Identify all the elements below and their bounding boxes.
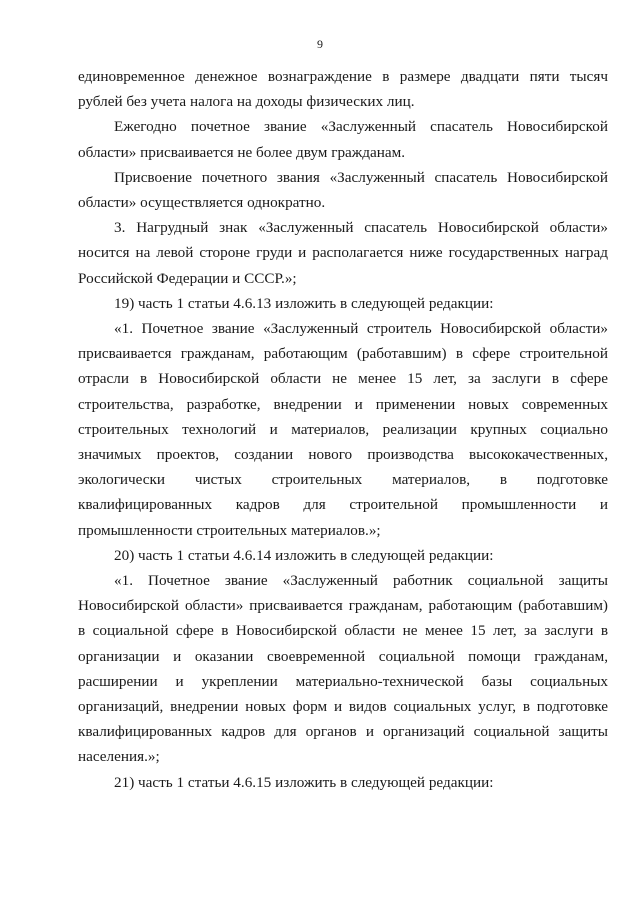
paragraph-6: «1. Почетное звание «Заслуженный строитель Новосибирской области» присваивается гражданам, работающим (работавшим) в сфере строительной отрасли в Новосибирской области не менее 15 лет, за заслуги в сфере строительства, разработке, внедрении и применении новых современных строительных технологий и материалов, реализации крупных социально значимых проектов, создании нового производства высококачественных, экологически чистых строительных материалов, в подготовке квалифицированных кадров для строительной промышленности и промышленности строительных материалов.»; [78, 320, 608, 539]
paragraph-8: «1. Почетное звание «Заслуженный работник социальной защиты Новосибирской области» присваивается гражданам, работающим (работавшим) в социальной сфере в Новосибирской области не менее 15 лет, за заслуги в организации и оказании своевременной социальной помощи гражданам, расширении и укреплении материально-технической базы социальных организаций, внедрении новых форм и видов социальных услуг, в подготовке квалифицированных кадров для органов и организаций социальной защиты населения.»; [78, 572, 608, 766]
paragraph-4: 3. Нагрудный знак «Заслуженный спасатель Новосибирской области» носится на левой стороне груди и располагается ниже государственных наград Российской Федерации и СССР.»; [78, 219, 608, 287]
page-number: 9 [317, 37, 323, 51]
paragraph-1: единовременное денежное вознаграждение в размере двадцати пяти тысяч рублей без учета налога на доходы физических лиц. [78, 68, 608, 111]
paragraph-9: 21) часть 1 статьи 4.6.15 изложить в следующей редакции: [114, 773, 494, 791]
document-body [78, 64, 608, 795]
paragraph-2: Ежегодно почетное звание «Заслуженный спасатель Новосибирской области» присваивается не более двум гражданам. [78, 118, 608, 161]
paragraph-7: 20) часть 1 статьи 4.6.14 изложить в следующей редакции: [114, 546, 494, 564]
paragraph-3: Присвоение почетного звания «Заслуженный спасатель Новосибирской области» осуществляется однократно. [78, 168, 608, 212]
paragraph-5: 19) часть 1 статьи 4.6.13 изложить в следующей редакции: [114, 294, 494, 312]
